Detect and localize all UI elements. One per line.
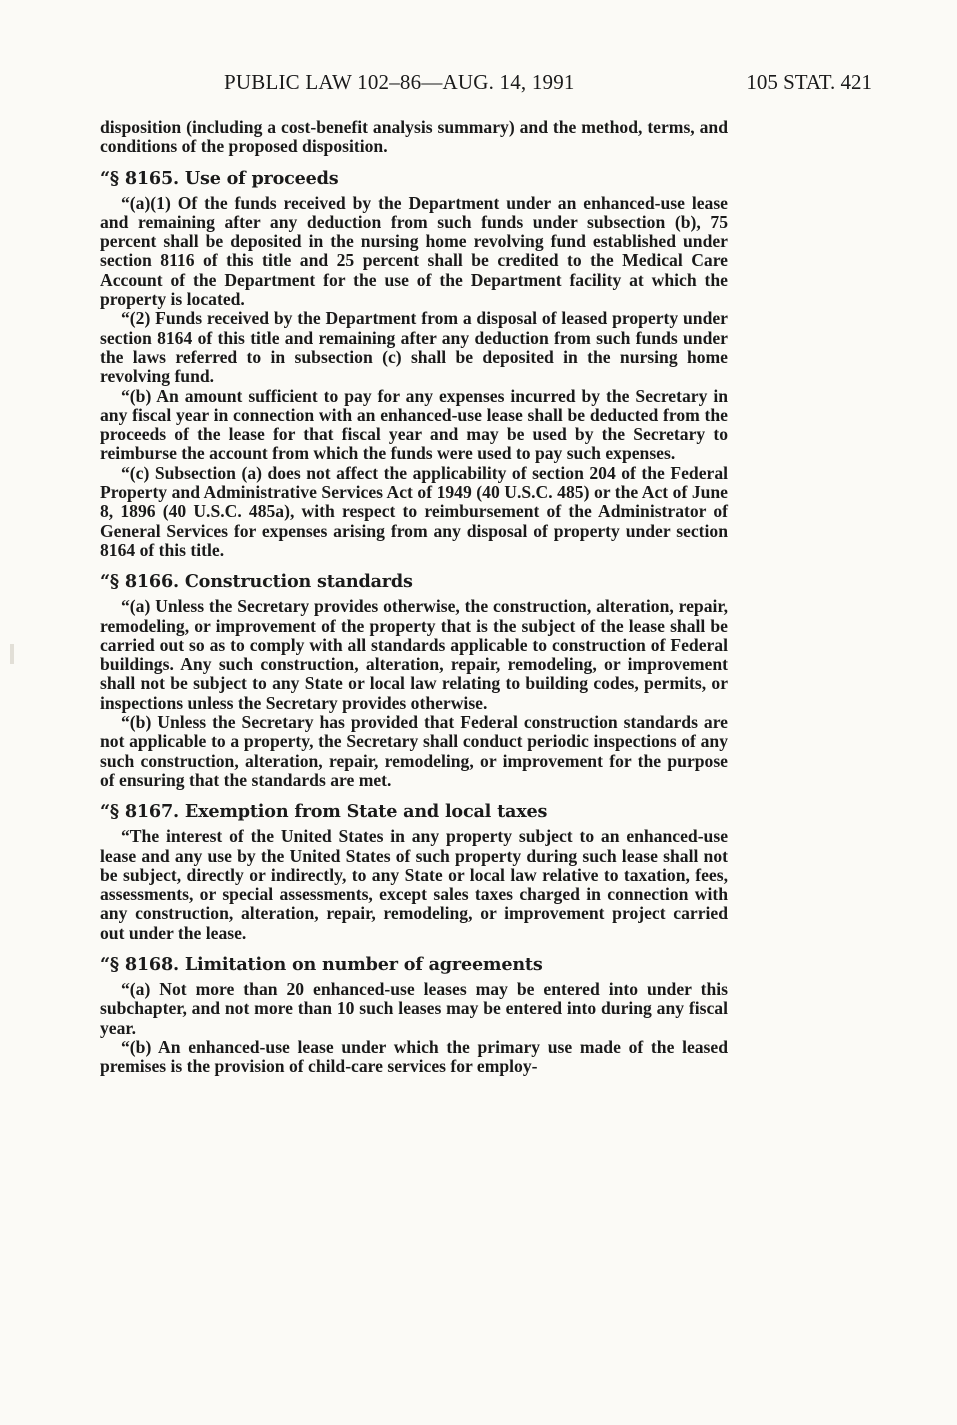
section-8165-paragraph-c: “(c) Subsection (a) does not affect the applicability of section 204 of the Federal Property and Administrative Services Act of 1949 (40 U.S.C. 485) or the Act of June 8, 1896 (40 U.S.C. 485a), with respect to reimbursement of the Administrator of General Services for expenses arising from any disposal of property under section 8164 of this title.	[100, 462, 728, 560]
section-8165-paragraph-b: “(b) An amount sufficient to pay for any expenses incurred by the Secretary in any fiscal year in connection with an enhanced-use lease shall be deducted from the proceeds of the lease for that fiscal year and may be used by the Secretary to reimburse the account from which the funds were used to pay such expenses.	[100, 385, 728, 464]
running-head-title: PUBLIC LAW 102–86—AUG. 14, 1991	[224, 70, 575, 94]
section-8167-paragraph: “The interest of the United States in any property subject to an enhanced-use lease and any use by the United States of such property during such lease shall not be subject, directly or indirectly, to any State or local law relative to taxation, fees, assessments, or special assessments, except sales taxes charged in connection with any construction, alteration, repair, remodeling, or improvement project carried out under the lease.	[100, 826, 728, 943]
section-8166-paragraph-a: “(a) Unless the Secretary provides otherwise, the construction, alteration, repair, remodeling, or improvement of the property that is the subject of the lease shall be carried out so as to comply with all standards applicable to construction of Federal buildings. Any such construction, alteration, repair, remodeling, or improvement shall not be subject to any State or local law relating to building codes, permits, or inspections unless the Secretary provides otherwise.	[100, 596, 728, 713]
statute-page-reference: 105 STAT. 421	[746, 70, 872, 94]
section-8166-paragraph-b: “(b) Unless the Secretary has provided that Federal construction standards are not applicable to a property, the Secretary shall conduct periodic inspections of any such construction, alteration, repair, remodeling, or improvement for the purpose of ensuring that the standards are met.	[100, 712, 728, 790]
section-8168-paragraph-b: “(b) An enhanced-use lease under which the primary use made of the leased premises is the provision of child-care services for employ-	[100, 1036, 728, 1077]
section-8168-paragraph-a: “(a) Not more than 20 enhanced-use leases may be entered into under this subchapter, and not more than 10 such leases may be entered into during any fiscal year.	[100, 978, 728, 1038]
section-8165-paragraph-a1: “(a)(1) Of the funds received by the Department under an enhanced-use lease and remaining after any deduction from such funds under subsection (b), 75 percent shall be deposited in the nursing home revolving fund established under section 8116 of this title and 25 percent shall be credited to the Medical Care Account of the Department for the use of the Department facility at which the property is located.	[100, 192, 728, 310]
running-head	[100, 70, 872, 98]
scan-artifact	[10, 644, 14, 664]
section-8165-heading: “§ 8165. Use of proceeds	[100, 167, 339, 189]
continued-paragraph: disposition (including a cost-benefit analysis summary) and the method, terms, and conditions of the proposed disposition.	[100, 117, 728, 157]
section-8167-heading: “§ 8167. Exemption from State and local taxes	[100, 801, 548, 823]
section-8168-heading: “§ 8168. Limitation on number of agreements	[100, 953, 543, 975]
section-8165-paragraph-a2: “(2) Funds received by the Department from a disposal of leased property under section 8164 of this title and remaining after any deduction from such funds under the laws referred to in subsection (c) shall be deposited in the nursing home revolving fund.	[100, 308, 728, 387]
section-8166-heading: “§ 8166. Construction standards	[100, 571, 413, 593]
body-text	[100, 118, 728, 1076]
